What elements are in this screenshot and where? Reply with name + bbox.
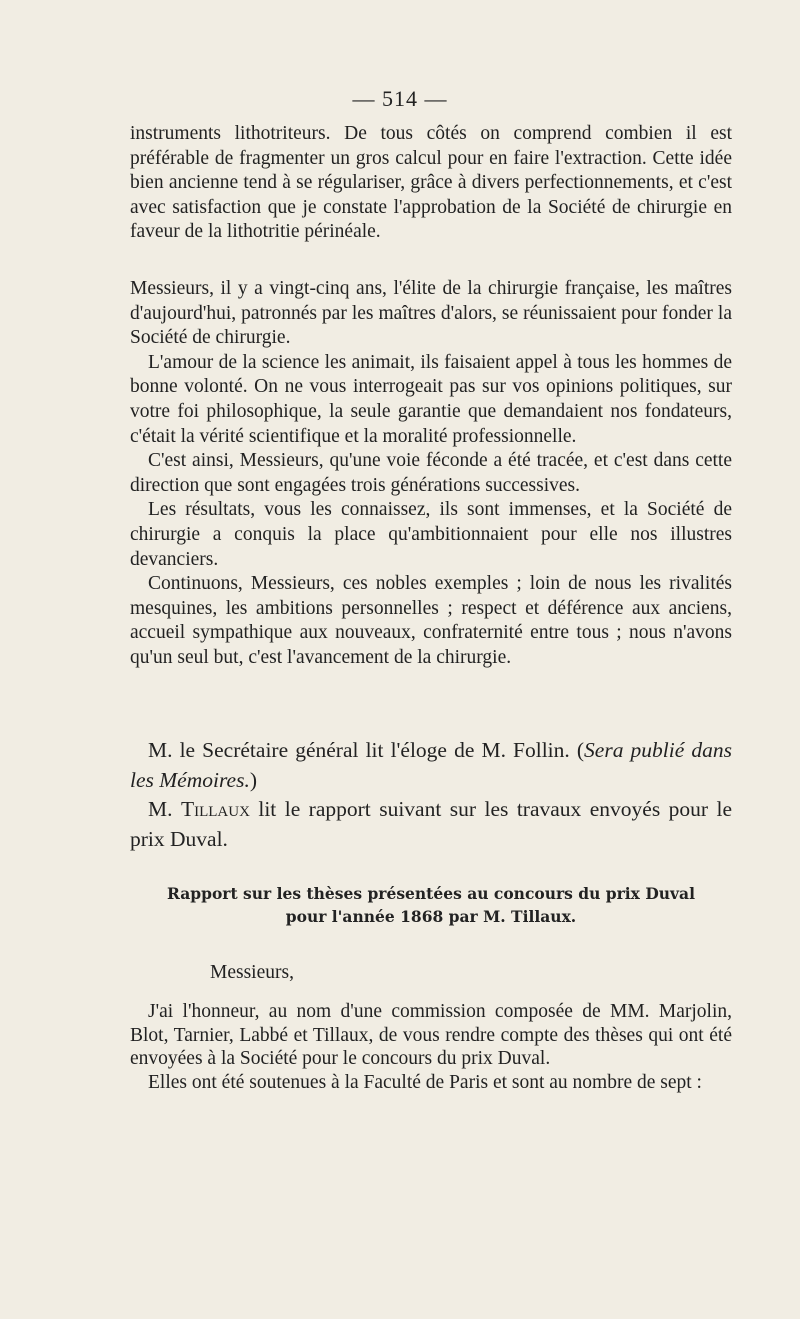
speech-paragraph: Les résultats, vous les connaissez, ils sont immenses, et la Société de chirurgie a conquis la place qu'ambitionnaient pour elle nos illustres devanciers. <box>130 499 732 570</box>
minutes-report-line <box>130 795 732 854</box>
minutes-report-text: lit le rapport suivant sur les travaux envoyés pour le prix Duval. <box>130 797 733 851</box>
report-paragraph: Elles ont été soutenues à la Faculté de Paris et sont au nombre de sept : <box>148 1071 702 1093</box>
minutes-reporter-name: Tillaux <box>180 797 250 821</box>
minutes-eloge-close: ) <box>249 767 257 792</box>
speech-paragraph: Continuons, Messieurs, ces nobles exemples ; loin de nous les rivalités mesquines, les ambitions personnelles ; respect et déférence aux anciens, accueil sympathique aux nouveaux, confraternité entre tous ; nous n'avons qu'un seul but, c'est l'avancement de la chirurgie. <box>130 573 732 668</box>
intro-paragraph-block <box>130 122 732 245</box>
minutes-block <box>130 736 732 854</box>
minutes-eloge-text: M. le Secrétaire général lit l'éloge de M. Follin. ( <box>148 738 585 762</box>
intro-paragraph: instruments lithotriteurs. De tous côtés on comprend combien il est préférable de fragmenter un gros calcul pour en faire l'extraction. Cette idée bien ancienne tend à se régulariser, grâce à divers perfectionnements, et c'est avec satisfaction que je constate l'approbation de la Société de chirurgie en faveur de la lithotritie périnéale. <box>130 123 732 243</box>
speech-paragraph: L'amour de la science les animait, ils faisaient appel à tous les hommes de bonne volonté. On ne vous interrogeait pas sur vos opinions politiques, sur votre foi philosophique, la seule garantie que demandaient nos fondateurs, c'était la vérité scientifique et la moralité professionnelle. <box>130 351 732 447</box>
minutes-report-prefix: M. <box>148 797 181 821</box>
report-title <box>130 882 732 928</box>
report-title-line1: Rapport sur les thèses présentées au concours du prix Duval <box>167 884 695 903</box>
report-body <box>130 1000 732 1094</box>
minutes-eloge-line <box>130 736 732 795</box>
speech-paragraph: C'est ainsi, Messieurs, qu'une voie féconde a été tracée, et c'est dans cette direction que sont engagées trois générations successives. <box>130 450 732 496</box>
minutes-publication-note: Sera publié dans les Mémoires. <box>130 738 732 792</box>
report-title-line2: pour l'année 1868 par M. Tillaux. <box>285 907 577 926</box>
report-paragraph: J'ai l'honneur, au nom d'une commission composée de MM. Marjolin, Blot, Tarnier, Labbé et Tillaux, de vous rendre compte des thèses qui ont été envoyées à la Société pour le concours du prix Duval. <box>130 1001 732 1069</box>
report-salutation: Messieurs, <box>210 962 294 983</box>
speech-paragraph: Messieurs, il y a vingt-cinq ans, l'élite de la chirurgie française, les maîtres d'aujourd'hui, patronnés par les maîtres d'alors, se réunissaient pour fonder la Société de chirurgie. <box>130 278 732 349</box>
speech-block <box>130 277 732 671</box>
page-number: — 514 — <box>352 86 448 111</box>
